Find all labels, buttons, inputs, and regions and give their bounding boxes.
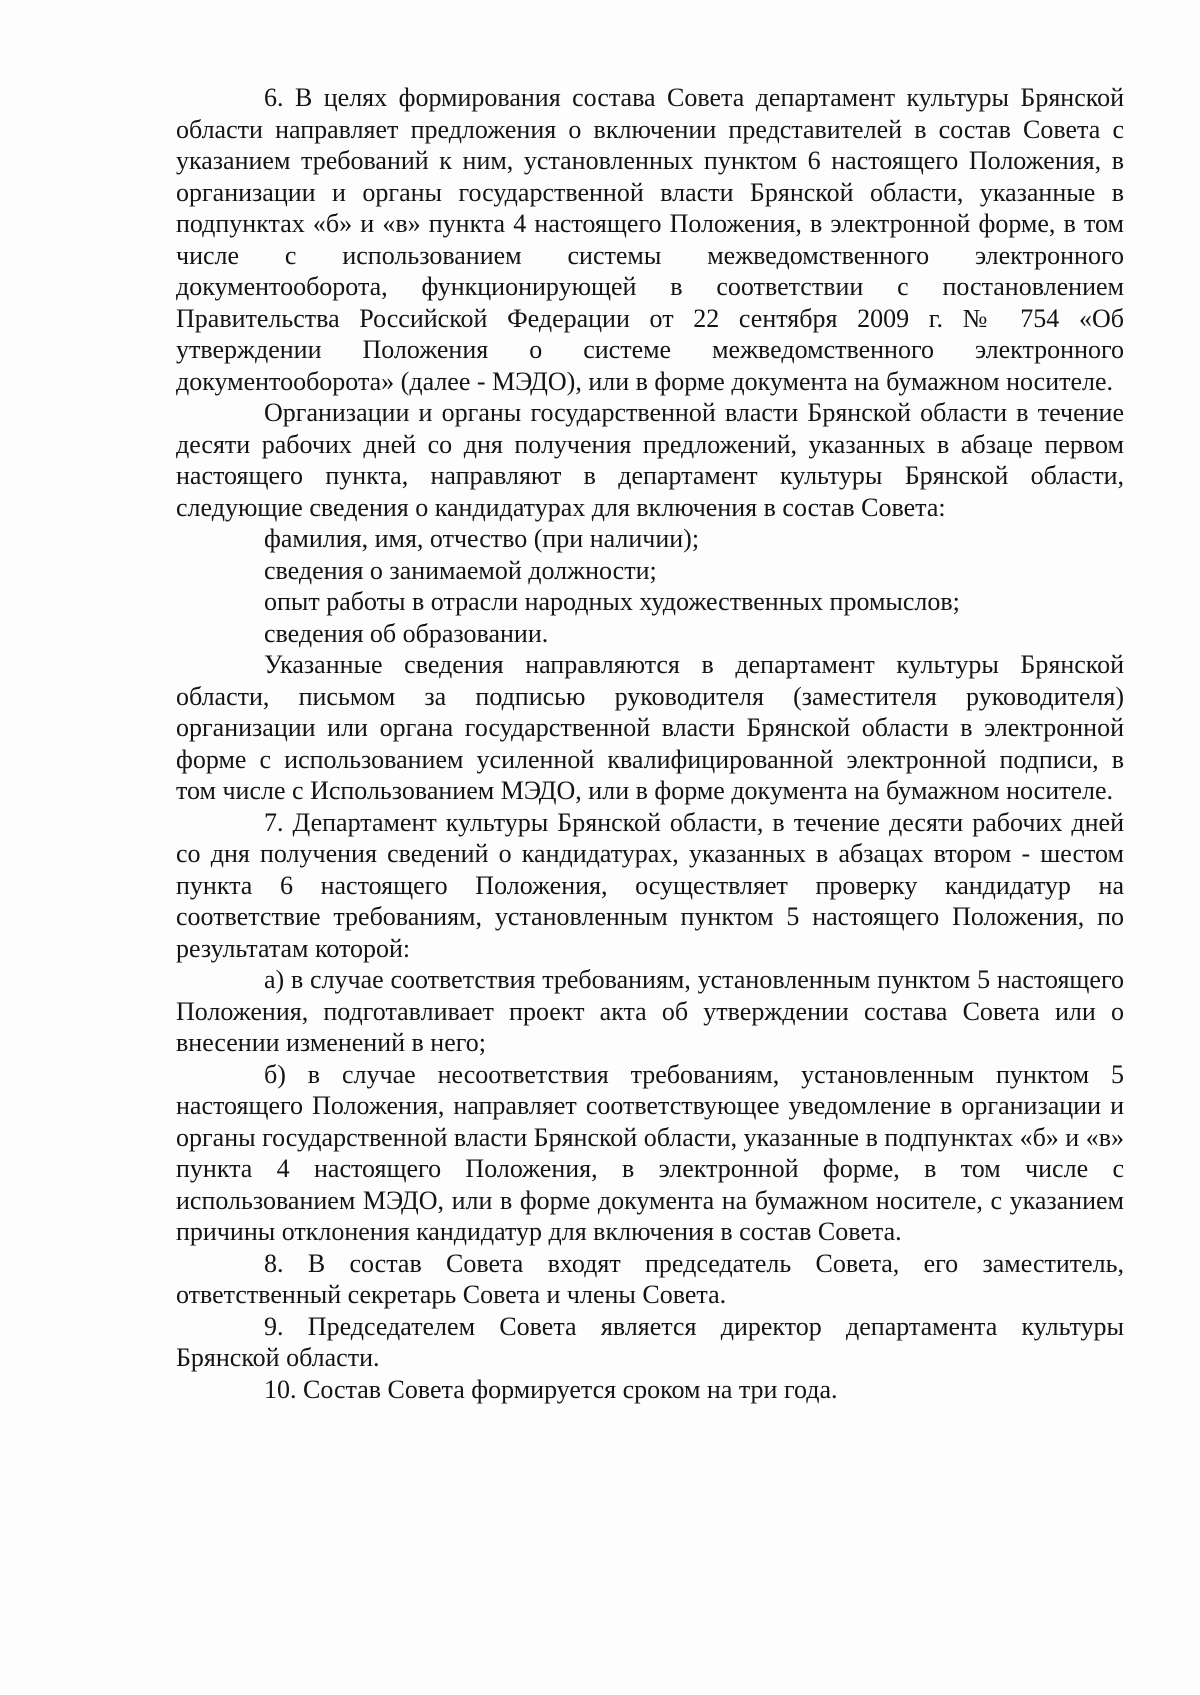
paragraph-6-second: Организации и органы государственной власти Брянской области в течение десяти рабочих дней со дня получения предложений, указанных в абзаце первом настоящего пункта, направляют в департамент культуры Брянской области, следующие сведения о кандидатурах для включения в состав Совета: — [176, 398, 1124, 522]
paragraph-6-intro: 6. В целях формирования состава Совета департамент культуры Брянской области направляет предложения о включении представителей в состав Совета с указанием требований к ним, установленных пунктом 6 настоящего Положения, в организации и органы государственной власти Брянской области, указанные в подпунктах «б» и «в» пункта 4 настоящего Положения, в электронной форме, в том числе с использованием системы межведомственного электронного документооборота, функционирующей в соответствии с постановлением Правительства Российской Федерации от 22 сентября 2009 г. № 754 «Об утверждении Положения о системе межведомственного электронного документооборота» (далее - МЭДО), или в форме документа на бумажном носителе. — [176, 83, 1124, 396]
paragraph-6-submission: Указанные сведения направляются в департамент культуры Брянской области, письмом за подписью руководителя (заместителя руководителя) организации или органа государственной власти Брянской области в электронной форме с использованием усиленной квалифицированной электронной подписи, в том числе с Использованием МЭДО, или в форме документа на бумажном носителе. — [176, 650, 1124, 805]
paragraph-7: 7. Департамент культуры Брянской области, в течение десяти рабочих дней со дня получения сведений о кандидатурах, указанных в абзацах втором - шестом пункта 6 настоящего Положения, осуществляет проверку кандидатур на соответствие требованиям, установленным пунктом 5 настоящего Положения, по результатам которой: — [176, 807, 1124, 963]
document-body — [176, 82, 1124, 1405]
list-item-experience: опыт работы в отрасли народных художественных промыслов; — [264, 587, 960, 616]
paragraph-7-a: а) в случае соответствия требованиям, установленным пунктом 5 настоящего Положения, подготавливает проект акта об утверждении состава Совета или о внесении изменений в него; — [176, 965, 1124, 1057]
paragraph-9: 9. Председателем Совета является директор департамента культуры Брянской области. — [176, 1311, 1124, 1372]
list-item-position: сведения о занимаемой должности; — [264, 555, 657, 585]
paragraph-8: 8. В состав Совета входят председатель Совета, его заместитель, ответственный секретарь Совета и члены Совета. — [176, 1248, 1124, 1309]
paragraph-10: 10. Состав Совета формируется сроком на три года. — [264, 1374, 838, 1404]
list-item-fullname: фамилия, имя, отчество (при наличии); — [264, 524, 700, 553]
paragraph-7-b: б) в случае несоответствия требованиям, установленным пунктом 5 настоящего Положения, направляет соответствующее уведомление в организации и органы государственной власти Брянской области, указанные в подпунктах «б» и «в» пункта 4 настоящего Положения, в электронной форме, в том числе с использованием МЭДО, или в форме документа на бумажном носителе, с указанием причины отклонения кандидатур для включения в состав Совета. — [176, 1059, 1124, 1246]
list-item-education: сведения об образовании. — [264, 618, 549, 648]
